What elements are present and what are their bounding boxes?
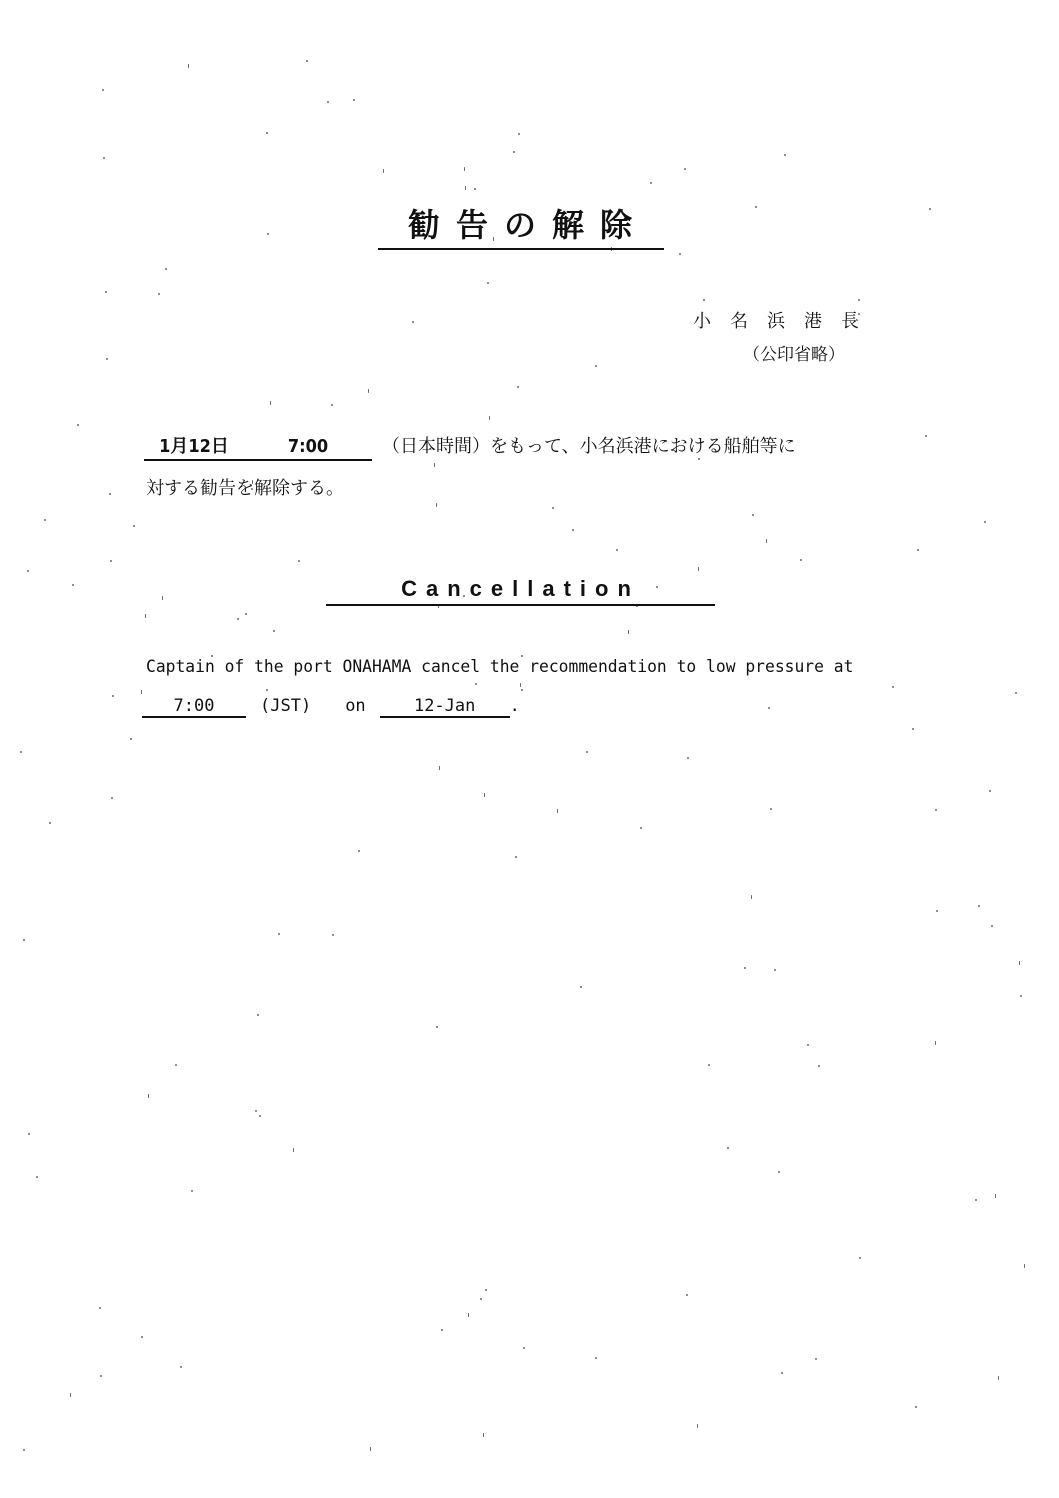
scan-speck: [815, 1358, 817, 1360]
scan-speck: [49, 822, 51, 824]
scan-speck: [858, 299, 860, 301]
timezone-label: (JST): [260, 696, 312, 716]
scan-speck: [595, 365, 597, 367]
scan-speck: [774, 969, 776, 971]
scan-speck: [778, 1171, 780, 1173]
scan-speck: [99, 1307, 101, 1309]
scan-speck: [517, 386, 519, 388]
scan-speck: [436, 503, 437, 507]
scan-speck: [595, 1357, 597, 1359]
scan-speck: [133, 525, 135, 527]
scan-speck: [572, 529, 574, 531]
scan-speck: [105, 291, 107, 293]
scan-speck: [818, 1065, 820, 1067]
scan-speck: [859, 1257, 861, 1259]
scan-speck: [800, 559, 802, 561]
scan-speck: [1015, 692, 1017, 694]
scan-speck: [744, 967, 746, 969]
scan-speck: [77, 424, 79, 426]
scan-speck: [784, 154, 786, 156]
scan-speck: [331, 404, 333, 406]
scan-speck: [145, 614, 146, 618]
scan-speck: [807, 1044, 809, 1046]
scan-speck: [616, 549, 618, 551]
scan-speck: [298, 560, 300, 562]
scan-speck: [270, 401, 271, 405]
scan-speck: [20, 751, 22, 753]
scan-speck: [191, 1190, 193, 1192]
scan-speck: [70, 1393, 71, 1397]
scan-speck: [515, 856, 517, 858]
scan-speck: [436, 1026, 438, 1028]
scan-speck: [102, 89, 104, 91]
scan-speck: [141, 690, 142, 694]
scan-speck: [370, 1447, 371, 1451]
scan-speck: [770, 808, 772, 810]
section-title-en: Cancellation: [326, 576, 715, 606]
scan-speck: [158, 293, 160, 295]
scan-speck: [684, 168, 686, 170]
scan-speck: [998, 1376, 999, 1380]
scan-speck: [72, 584, 74, 586]
scan-speck: [259, 1115, 261, 1117]
sentence-period: .: [509, 696, 520, 716]
scan-speck: [698, 567, 699, 571]
scan-speck: [485, 1289, 487, 1291]
scan-speck: [679, 253, 681, 255]
scan-speck: [162, 596, 163, 600]
scan-speck: [975, 1199, 977, 1201]
scan-speck: [44, 519, 46, 521]
scan-speck: [148, 1094, 149, 1098]
scan-speck: [237, 618, 239, 620]
scan-speck: [106, 358, 108, 360]
scan-speck: [109, 493, 111, 495]
scan-speck: [267, 233, 269, 235]
scan-speck: [978, 905, 980, 907]
scan-speck: [697, 1424, 698, 1428]
scan-speck: [28, 1133, 30, 1135]
cancel-date-ja: 1月12日: [144, 435, 244, 461]
scan-speck: [929, 208, 931, 210]
scan-speck: [165, 268, 167, 270]
scan-speck: [434, 463, 435, 467]
scan-speck: [257, 1014, 259, 1016]
scan-speck: [650, 182, 652, 184]
scan-speck: [273, 630, 275, 632]
scan-speck: [353, 99, 355, 101]
scan-speck: [989, 790, 991, 792]
scan-speck: [984, 521, 986, 523]
notice-en-line-1: Captain of the port ONAHAMA cancel the recommendation to low pressure at: [146, 657, 854, 677]
scan-speck: [439, 766, 440, 770]
scan-speck: [27, 570, 29, 572]
scan-speck: [703, 299, 705, 301]
scan-speck: [708, 1064, 710, 1066]
scan-speck: [36, 1176, 38, 1178]
scan-speck: [552, 507, 554, 509]
scan-speck: [188, 64, 189, 68]
scan-speck: [892, 686, 894, 688]
scan-speck: [915, 1406, 917, 1408]
scan-speck: [752, 514, 754, 516]
scan-speck: [368, 389, 369, 393]
scan-speck: [245, 613, 247, 615]
scan-speck: [474, 188, 476, 190]
scan-speck: [628, 630, 629, 634]
scan-speck: [935, 809, 937, 811]
scan-speck: [513, 151, 515, 153]
scan-speck: [180, 1366, 182, 1368]
cancel-time-en: 7:00: [142, 696, 246, 718]
scan-speck: [110, 560, 112, 562]
scan-speck: [586, 751, 588, 753]
scan-speck: [686, 1294, 688, 1296]
scan-speck: [293, 1148, 294, 1152]
scan-speck: [487, 282, 489, 284]
scan-speck: [521, 689, 523, 691]
page-title: 勧告の解除: [378, 200, 664, 250]
scan-speck: [520, 683, 521, 687]
scan-speck: [468, 1313, 469, 1317]
scan-speck: [483, 1433, 484, 1437]
scan-speck: [489, 416, 490, 420]
scan-speck: [935, 1041, 936, 1045]
cancel-date-en: 12-Jan: [380, 696, 510, 718]
scan-speck: [925, 435, 927, 437]
scan-speck: [141, 1336, 143, 1338]
notice-ja-line-1-text: （日本時間）をもって、小名浜港における船舶等に: [382, 436, 796, 457]
scan-speck: [112, 695, 114, 697]
scan-speck: [917, 549, 919, 551]
scan-speck: [518, 133, 520, 135]
scan-speck: [755, 206, 757, 208]
scan-speck: [766, 539, 767, 543]
scan-speck: [278, 933, 280, 935]
scan-speck: [465, 186, 466, 190]
scan-speck: [383, 169, 384, 173]
scan-speck: [484, 793, 485, 797]
scan-speck: [332, 934, 334, 936]
scan-speck: [1024, 1264, 1025, 1268]
scan-speck: [441, 1329, 443, 1331]
scan-speck: [580, 986, 582, 988]
scan-speck: [1019, 961, 1020, 965]
notice-ja-line-2: 対する勧告を解除する。: [146, 478, 344, 499]
scan-speck: [727, 1147, 729, 1149]
scan-speck: [130, 738, 132, 740]
scan-speck: [255, 1110, 257, 1112]
scan-speck: [23, 1449, 25, 1451]
scan-speck: [306, 60, 308, 62]
scan-speck: [640, 827, 642, 829]
scan-speck: [768, 707, 770, 709]
scan-speck: [327, 101, 329, 103]
issuer-name: 小名浜港長: [693, 311, 878, 332]
scan-speck: [991, 925, 993, 927]
scan-speck: [523, 1347, 525, 1349]
scan-speck: [412, 321, 414, 323]
scan-speck: [936, 910, 938, 912]
scan-speck: [103, 157, 105, 159]
on-word: on: [345, 696, 366, 716]
scan-speck: [475, 683, 477, 685]
scan-speck: [912, 728, 914, 730]
scan-speck: [687, 757, 689, 759]
notice-ja-line-1: [144, 435, 796, 461]
notice-en-line-2: [142, 696, 520, 718]
scan-speck: [464, 167, 465, 171]
cancel-time-ja: 7:00: [244, 435, 372, 461]
seal-omitted-note: （公印省略）: [743, 345, 845, 365]
scan-speck: [781, 1372, 783, 1374]
scan-speck: [480, 1298, 482, 1300]
scan-speck: [175, 1064, 177, 1066]
scan-speck: [358, 850, 360, 852]
scan-speck: [266, 132, 268, 134]
scan-speck: [100, 1375, 102, 1377]
scan-speck: [111, 797, 113, 799]
scan-speck: [751, 895, 752, 899]
scan-speck: [266, 689, 268, 691]
scan-speck: [995, 1194, 996, 1198]
scan-speck: [1020, 995, 1022, 997]
scan-speck: [557, 809, 558, 813]
scan-speck: [23, 939, 25, 941]
